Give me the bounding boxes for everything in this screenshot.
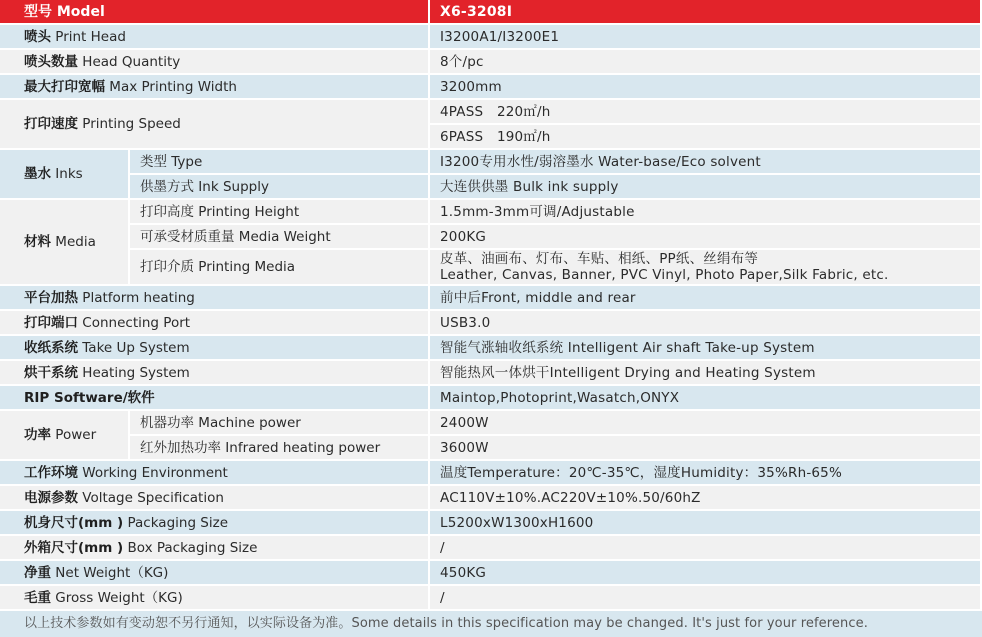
ink-type-label: 类型 Type (130, 150, 430, 175)
media-weight-label: 可承受材质重量 Media Weight (130, 225, 430, 250)
disclaimer-footer: 以上技术参数如有变动恕不另行通知，以实际设备为准。Some details in this specification may be changed. It's just for your reference. (0, 611, 982, 637)
heating-system-label: 烘干系统 Heating System (0, 361, 430, 386)
table-row (0, 150, 982, 175)
packaging-size-value: L5200xW1300xH1600 (430, 511, 982, 536)
model-label: 型号 Model (0, 0, 430, 25)
take-up-value: 智能气涨轴收纸系统 Intelligent Air shaft Take-up System (430, 336, 982, 361)
ink-supply-label: 供墨方式 Ink Supply (130, 175, 430, 200)
gross-weight-value: / (430, 586, 982, 611)
infrared-power-label: 红外加热功率 Infrared heating power (130, 436, 430, 461)
printing-speed-label: 打印速度 Printing Speed (0, 100, 430, 150)
table-row (0, 361, 982, 386)
net-weight-label: 净重 Net Weight（KG) (0, 561, 430, 586)
net-weight-value: 450KG (430, 561, 982, 586)
table-row (0, 536, 982, 561)
table-row (0, 461, 982, 486)
speed-4pass-value: 4PASS 220㎡/h (430, 100, 982, 125)
voltage-value: AC110V±10%.AC220V±10%.50/60hZ (430, 486, 982, 511)
table-row (0, 175, 982, 200)
machine-power-label: 机器功率 Machine power (130, 411, 430, 436)
table-row (0, 386, 982, 411)
table-row (0, 336, 982, 361)
print-head-label: 喷头 Print Head (0, 25, 430, 50)
speed-6pass-value: 6PASS 190㎡/h (430, 125, 982, 150)
platform-heating-value: 前中后Front, middle and rear (430, 286, 982, 311)
table-row (0, 311, 982, 336)
connecting-port-value: USB3.0 (430, 311, 982, 336)
table-row (0, 486, 982, 511)
table-row (0, 225, 982, 250)
max-width-value: 3200mm (430, 75, 982, 100)
heating-system-value: 智能热风一体烘干Intelligent Drying and Heating System (430, 361, 982, 386)
head-quantity-label: 喷头数量 Head Quantity (0, 50, 430, 75)
box-size-value: / (430, 536, 982, 561)
inks-label: 墨水 Inks (0, 150, 130, 200)
infrared-power-value: 3600W (430, 436, 982, 461)
media-weight-value: 200KG (430, 225, 982, 250)
box-size-label: 外箱尺寸(mm ) Box Packaging Size (0, 536, 430, 561)
table-row (0, 436, 982, 461)
platform-heating-label: 平台加热 Platform heating (0, 286, 430, 311)
table-row (0, 25, 982, 50)
table-row (0, 561, 982, 586)
max-width-label: 最大打印宽幅 Max Printing Width (0, 75, 430, 100)
gross-weight-label: 毛重 Gross Weight（KG) (0, 586, 430, 611)
environment-label: 工作环境 Working Environment (0, 461, 430, 486)
table-row (0, 411, 982, 436)
printing-height-value: 1.5mm-3mm可调/Adjustable (430, 200, 982, 225)
table-row (0, 200, 982, 225)
table-row (0, 75, 982, 100)
printing-height-label: 打印高度 Printing Height (130, 200, 430, 225)
packaging-size-label: 机身尺寸(mm ) Packaging Size (0, 511, 430, 536)
ink-supply-value: 大连供供墨 Bulk ink supply (430, 175, 982, 200)
table-row (0, 511, 982, 536)
rip-software-label: RIP Software/软件 (0, 386, 430, 411)
ink-type-value: I3200专用水性/弱溶墨水 Water-base/Eco solvent (430, 150, 982, 175)
power-label: 功率 Power (0, 411, 130, 461)
printing-media-label: 打印介质 Printing Media (130, 250, 430, 286)
rip-software-value: Maintop,Photoprint,Wasatch,ONYX (430, 386, 982, 411)
machine-power-value: 2400W (430, 411, 982, 436)
connecting-port-label: 打印端口 Connecting Port (0, 311, 430, 336)
printing-media-value: 皮革、油画布、灯布、车贴、相纸、PP纸、丝绢布等 Leather, Canvas, Banner, PVC Vinyl, Photo Paper,Silk Fabric, etc. (430, 250, 982, 286)
head-quantity-value: 8个/pc (430, 50, 982, 75)
media-label: 材料 Media (0, 200, 130, 286)
take-up-label: 收纸系统 Take Up System (0, 336, 430, 361)
environment-value: 温度Temperature：20℃-35℃，湿度Humidity：35%Rh-65% (430, 461, 982, 486)
print-head-value: I3200A1/I3200E1 (430, 25, 982, 50)
table-row (0, 100, 982, 125)
table-row (0, 50, 982, 75)
model-value: X6-3208I (430, 0, 982, 25)
table-row (0, 586, 982, 611)
voltage-label: 电源参数 Voltage Specification (0, 486, 430, 511)
header-row (0, 0, 982, 25)
table-row (0, 286, 982, 311)
table-row (0, 250, 982, 286)
